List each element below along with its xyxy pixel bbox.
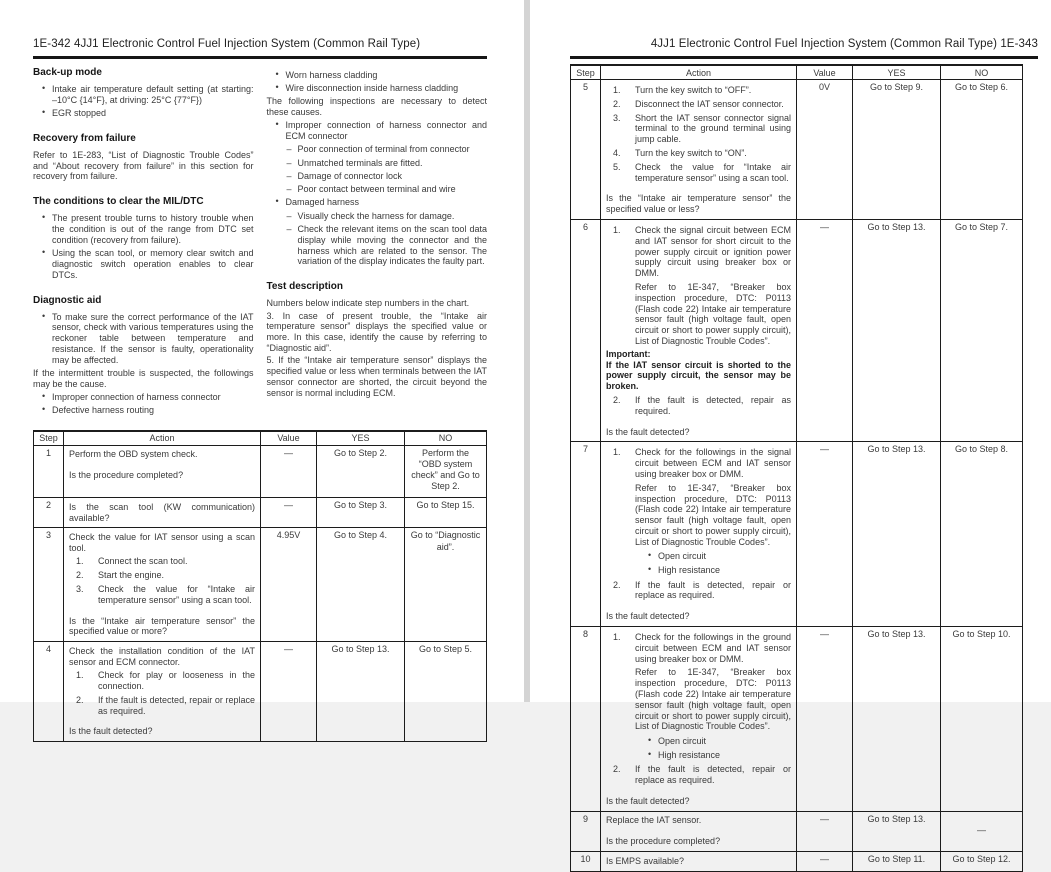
no-cell: Go to Step 8. — [941, 442, 1023, 627]
table-row — [571, 851, 1023, 871]
list-number: 5. — [613, 161, 621, 172]
text-block: • Worn harness cladding — [267, 70, 488, 81]
column-header-no: NO — [941, 65, 1023, 80]
text-block: Refer to 1E-347, “Breaker box inspection procedure, DTC: P0113 (Flash code 22) Intake air temperature sensor fault (high voltage fault, open circuit or short to power supply circuit), List of Diagnostic Trouble Codes”. — [635, 482, 791, 547]
table-head — [34, 431, 487, 446]
table-row — [34, 528, 487, 642]
value-cell: 0V — [797, 80, 853, 220]
no-cell: Go to Step 5. — [405, 642, 487, 742]
text-block: If the IAT sensor circuit is shorted to the power supply circuit, the sensor may be broken. — [606, 359, 791, 392]
list-text: Turn the key switch to “ON”. — [635, 147, 747, 158]
text-block: • Improper connection of harness connector and ECM connector — [267, 120, 488, 142]
list-text: Connect the scan tool. — [98, 556, 188, 567]
step-cell: 4 — [34, 642, 64, 742]
list-text: Disconnect the IAT sensor connector. — [635, 98, 784, 109]
text-block: 5. If the “Intake air temperature sensor” displays the specified value or less when terminals between the IAT sensor connector are shorted, the circuit beyond the sensor is normal including ECM. — [266, 355, 487, 398]
list-text: Check for the followings in the ground circuit between ECM and IAT sensor using breaker box or DMM. — [635, 631, 791, 664]
text-block — [606, 85, 791, 96]
question-text: Is the fault detected? — [606, 426, 690, 437]
list-number: 1. — [613, 224, 621, 235]
text-block: Refer to 1E-347, “Breaker box inspection procedure, DTC: P0113 (Flash code 22) Intake air temperature sensor fault (high voltage fault, open circuit or short to power supply circuit), List of Diagnostic Trouble Codes”. — [635, 667, 791, 732]
step-cell: 6 — [571, 219, 601, 441]
text-block: – Check the relevant items on the scan tool data display while moving the connector and the harness which are related to the sensor. The variation of the display indicates the faulty part. — [267, 224, 488, 267]
text-block: • The present trouble turns to history trouble when the condition is out of the range from DTC set condition (recovery from failure). — [33, 213, 254, 245]
question-text: Is the fault detected? — [69, 726, 153, 737]
no-cell: Go to Step 6. — [941, 80, 1023, 220]
list-text: If the fault is detected, repair or replace as required. — [98, 694, 255, 716]
action-cell — [601, 811, 797, 851]
value-cell: — — [797, 626, 853, 811]
text-block: • Open circuit — [606, 551, 791, 562]
text-column-1 — [33, 67, 254, 419]
text-block — [606, 99, 791, 110]
value-cell: — — [261, 445, 317, 497]
step-cell: 8 — [571, 626, 601, 811]
yes-cell: Go to Step 13. — [853, 626, 941, 811]
section-heading: The conditions to clear the MIL/DTC — [33, 196, 204, 208]
action-cell — [601, 626, 797, 811]
list-number: 2. — [613, 394, 621, 405]
text-block — [606, 632, 791, 664]
text-block: • Open circuit — [606, 736, 791, 747]
table-row — [34, 445, 487, 497]
text-block — [606, 395, 791, 417]
text-block: • To make sure the correct performance of the IAT sensor, check with various temperatures using the reckoner table between temperature and resistance. If the sensor is faulty, operationality may be affected. — [33, 312, 254, 366]
diagnostic-table — [570, 64, 1023, 872]
step-cell: 3 — [34, 528, 64, 642]
action-cell — [601, 442, 797, 627]
text-column-2 — [267, 67, 488, 419]
list-text: Short the IAT sensor connector signal terminal to the ground terminal using jump cable. — [635, 112, 791, 145]
yes-cell: Go to Step 13. — [853, 811, 941, 851]
value-cell: — — [261, 497, 317, 528]
list-number: 2. — [613, 98, 621, 109]
text-block: – Damage of connector lock — [267, 171, 488, 182]
no-cell: Go to “Diagnostic aid”. — [405, 528, 487, 642]
action-cell — [64, 445, 261, 497]
yes-cell: Go to Step 13. — [853, 219, 941, 441]
list-number: 1. — [76, 670, 84, 681]
text-block: Replace the IAT sensor. — [606, 815, 702, 826]
action-cell — [64, 497, 261, 528]
text-block: Numbers below indicate step numbers in the chart. — [266, 298, 470, 309]
column-header-action: Action — [64, 431, 261, 446]
text-block — [606, 580, 791, 602]
text-block: – Poor contact between terminal and wire — [267, 184, 488, 195]
list-text: If the fault is detected, repair or replace as required. — [635, 579, 791, 601]
step-cell: 9 — [571, 811, 601, 851]
section-heading: Back-up mode — [33, 67, 102, 78]
list-text: Check for play or looseness in the connection. — [98, 670, 255, 692]
text-block: • Intake air temperature default setting (at starting: –10°C {14°F}, at driving: 25°C {77°F}) — [33, 84, 254, 106]
text-block: – Unmatched terminals are fitted. — [267, 158, 488, 169]
text-block: If the intermittent trouble is suspected, the followings may be the cause. — [33, 368, 254, 389]
table-row — [571, 80, 1023, 220]
text-block: Refer to 1E-347, “Breaker box inspection procedure, DTC: P0113 (Flash code 22) Intake air temperature sensor fault (high voltage fault, open circuit or short to power supply circuit), List of Diagnostic Trouble Codes”. — [635, 281, 791, 346]
action-cell — [601, 80, 797, 220]
list-number: 1. — [613, 631, 621, 642]
question-text: Is the procedure completed? — [606, 835, 721, 846]
text-block: Perform the OBD system check. — [69, 449, 198, 460]
action-cell — [64, 528, 261, 642]
text-block — [69, 670, 255, 692]
table-row — [571, 219, 1023, 441]
step-cell: 2 — [34, 497, 64, 528]
table-row — [34, 642, 487, 742]
list-number: 2. — [613, 764, 621, 775]
text-block — [606, 162, 791, 184]
two-column-text — [33, 67, 487, 419]
list-number: 2. — [76, 570, 84, 581]
text-block: • Defective harness routing — [33, 405, 254, 416]
text-block: • Using the scan tool, or memory clear switch and diagnostic switch operation enables to clear DTCs. — [33, 248, 254, 280]
list-number: 1. — [613, 85, 621, 95]
page-title-left: 1E-342 4JJ1 Electronic Control Fuel Injection System (Common Rail Type) — [33, 38, 487, 59]
text-block — [606, 148, 791, 159]
list-text: Check the signal circuit between ECM and IAT sensor for short circuit to the power supply circuit or ignition power supply circuit using breaker box or DMM. — [635, 224, 791, 279]
section-heading: Test description — [266, 281, 343, 293]
table-row — [571, 811, 1023, 851]
column-header-yes: YES — [853, 65, 941, 80]
list-number: 3. — [76, 584, 84, 595]
page-right — [530, 0, 1051, 866]
no-cell: Perform the “OBD system check” and Go to Step 2. — [405, 445, 487, 497]
text-block — [606, 113, 791, 145]
column-header-step: Step — [34, 431, 64, 446]
list-text: Check the value for “Intake air temperature sensor” using a scan tool. — [98, 584, 255, 605]
text-block: • Wire disconnection inside harness cladding — [267, 83, 488, 94]
yes-cell: Go to Step 9. — [853, 80, 941, 220]
list-text: Check for the followings in the signal circuit between ECM and IAT sensor using breaker box or DMM. — [635, 447, 791, 479]
no-cell: — — [941, 811, 1023, 851]
no-cell: Go to Step 15. — [405, 497, 487, 528]
column-header-yes: YES — [317, 431, 405, 446]
text-block: Important: — [606, 348, 651, 359]
yes-cell: Go to Step 4. — [317, 528, 405, 642]
no-cell: Go to Step 10. — [941, 626, 1023, 811]
list-number: 1. — [76, 556, 84, 567]
list-number: 2. — [613, 579, 621, 590]
action-cell — [601, 219, 797, 441]
section-heading: Diagnostic aid — [33, 294, 102, 306]
question-text: Is the “Intake air temperature sensor” the specified value or less? — [606, 193, 791, 215]
question-text: Is the fault detected? — [606, 795, 690, 806]
text-block: • Damaged harness — [267, 197, 488, 208]
text-block — [606, 225, 791, 279]
table-body — [571, 80, 1023, 872]
text-block: Check the value for IAT sensor using a scan tool. — [69, 531, 255, 553]
column-header-value: Value — [261, 431, 317, 446]
column-header-step: Step — [571, 65, 601, 80]
action-cell — [601, 851, 797, 871]
right-table-container — [570, 64, 1023, 872]
text-block: Refer to 1E-283, “List of Diagnostic Trouble Codes” and “About recovery from failure” in this section for recovery from failure. — [33, 149, 254, 182]
value-cell: — — [797, 851, 853, 871]
yes-cell: Go to Step 13. — [853, 442, 941, 627]
column-header-value: Value — [797, 65, 853, 80]
yes-cell: Go to Step 3. — [317, 497, 405, 528]
no-cell: Go to Step 7. — [941, 219, 1023, 441]
list-text: Start the engine. — [98, 570, 165, 581]
diagnostic-table — [33, 430, 487, 743]
list-number: 4. — [613, 147, 621, 158]
column-header-no: NO — [405, 431, 487, 446]
text-block — [69, 584, 255, 606]
question-text: Is the procedure completed? — [69, 470, 184, 481]
question-text: Is the scan tool (KW communication) available? — [69, 501, 255, 523]
list-number: 3. — [613, 112, 621, 123]
text-block: • High resistance — [606, 750, 791, 761]
table-row — [34, 497, 487, 528]
value-cell: — — [797, 811, 853, 851]
text-block: 3. In case of present trouble, the “Intake air temperature sensor” displays the specified value or more. In this case, identify the cause by referring to “Diagnostic aid”. — [266, 310, 487, 353]
yes-cell: Go to Step 13. — [317, 642, 405, 742]
table-row — [571, 442, 1023, 627]
text-block: • EGR stopped — [33, 108, 254, 119]
list-text: If the fault is detected, repair or replace as required. — [635, 764, 791, 786]
action-cell — [64, 642, 261, 742]
question-text: Is the “Intake air temperature sensor” the specified value or more? — [69, 615, 255, 637]
question-text: Is the fault detected? — [606, 611, 690, 622]
table-row — [571, 626, 1023, 811]
no-cell: Go to Step 12. — [941, 851, 1023, 871]
table-head — [571, 65, 1023, 80]
table-body — [34, 445, 487, 742]
text-block: Check the installation condition of the IAT sensor and ECM connector. — [69, 645, 255, 667]
yes-cell: Go to Step 11. — [853, 851, 941, 871]
text-block: • High resistance — [606, 565, 791, 576]
page-title-right: 4JJ1 Electronic Control Fuel Injection System (Common Rail Type) 1E-343 — [570, 38, 1038, 59]
step-cell: 5 — [571, 80, 601, 220]
step-cell: 10 — [571, 851, 601, 871]
text-block — [69, 556, 255, 567]
column-header-action: Action — [601, 65, 797, 80]
text-block: • Improper connection of harness connector — [33, 392, 254, 403]
list-text: Turn the key switch to “OFF”. — [635, 85, 752, 95]
list-number: 2. — [76, 694, 84, 705]
header-row — [34, 431, 487, 446]
value-cell: — — [797, 442, 853, 627]
text-block — [69, 570, 255, 581]
value-cell: 4.95V — [261, 528, 317, 642]
question-text: Is EMPS available? — [606, 855, 685, 866]
step-cell: 7 — [571, 442, 601, 627]
text-block — [69, 695, 255, 717]
list-number: 1. — [613, 447, 621, 458]
value-cell: — — [797, 219, 853, 441]
value-cell: — — [261, 642, 317, 742]
text-block — [606, 447, 791, 479]
header-row — [571, 65, 1023, 80]
list-text: If the fault is detected, repair as required. — [635, 394, 791, 416]
section-heading: Recovery from failure — [33, 132, 136, 144]
list-text: Check the value for “Intake air temperature sensor” using a scan tool. — [635, 161, 791, 183]
yes-cell: Go to Step 2. — [317, 445, 405, 497]
text-block: – Visually check the harness for damage. — [267, 211, 488, 222]
text-block — [606, 764, 791, 786]
page-left — [0, 0, 524, 737]
text-block: The following inspections are necessary to detect these causes. — [266, 96, 487, 117]
text-block: – Poor connection of terminal from connector — [267, 144, 488, 155]
left-table-container — [33, 430, 487, 743]
step-cell: 1 — [34, 445, 64, 497]
